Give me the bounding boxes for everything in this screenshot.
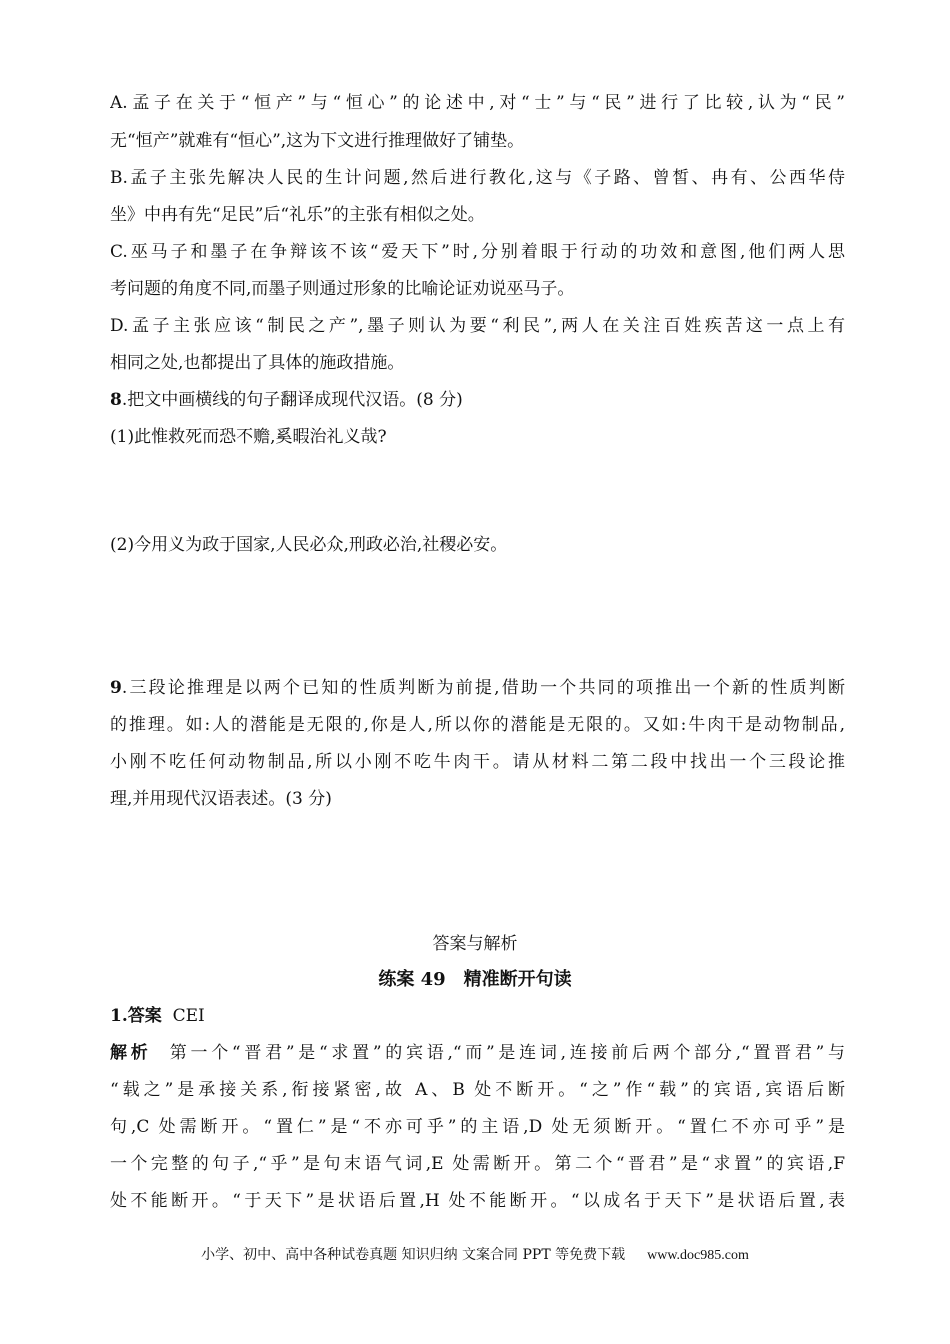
question-8-sub-2: (2)今用义为政于国家,人民必众,刑政必治,社稷必安。	[110, 535, 508, 555]
option-b-line-1: B.孟子主张先解决人民的生计问题,然后进行教化,这与《子路、曾皙、冉有、公西华侍	[110, 168, 845, 188]
question-8-number: 8	[110, 390, 122, 410]
question-9-number: 9	[110, 678, 122, 698]
answer-1-value: CEI	[172, 1006, 205, 1026]
option-b-line-2: 坐》中冉有先“足民”后“礼乐”的主张有相似之处。	[110, 205, 485, 225]
option-d-line-2: 相同之处,也都提出了具体的施政措施。	[110, 353, 405, 373]
question-8	[110, 388, 845, 412]
answer-1-label: .答案	[121, 1006, 162, 1026]
question-9-line-4: 理,并用现代汉语表述。(3 分)	[110, 789, 332, 809]
option-c-line-2: 考问题的角度不同,而墨子则通过形象的比喻论证劝说巫马子。	[110, 279, 575, 299]
question-9-line-1	[110, 676, 845, 700]
option-c-line-1: C.巫马子和墨子在争辩该不该“爱天下”时,分别着眼于行动的功效和意图,他们两人思	[110, 242, 845, 262]
option-a-line-1: A.孟子在关于“恒产”与“恒心”的论述中,对“士”与“民”进行了比较,认为“民”	[110, 93, 845, 113]
option-a-line-2: 无“恒产”就难有“恒心”,这为下文进行推理做好了铺垫。	[110, 131, 525, 151]
analysis-label: 解析	[110, 1043, 152, 1063]
question-9-line-3: 小刚不吃任何动物制品,所以小刚不吃牛肉干。请从材料二第二段中找出一个三段论推	[110, 752, 845, 772]
analysis-line-5: 处不能断开。“于天下”是状语后置,H 处不能断开。“以成名于天下”是状语后置,表	[110, 1191, 845, 1211]
footer-url[interactable]: www.doc985.com	[647, 1248, 749, 1263]
answer-1-number: 1	[110, 1006, 122, 1026]
analysis-line-1	[110, 1041, 845, 1065]
answer-1	[110, 1004, 845, 1028]
question-9-text-1: .三段论推理是以两个已知的性质判断为前提,借助一个共同的项推出一个新的性质判断	[121, 678, 845, 698]
page-footer	[0, 1245, 950, 1266]
question-9-line-2: 的推理。如:人的潜能是无限的,你是人,所以你的潜能是无限的。又如:牛肉干是动物制品,	[110, 715, 845, 735]
analysis-line-4: 一个完整的句子,“乎”是句末语气词,E 处需断开。第二个“晋君”是“求置”的宾语,F	[110, 1154, 845, 1174]
question-8-text: .把文中画横线的句子翻译成现代汉语。(8 分)	[121, 390, 463, 410]
answers-section-title: 答案与解析	[432, 934, 518, 954]
analysis-text-1: 第一个“晋君”是“求置”的宾语,“而”是连词,连接前后两个部分,“置晋君”与	[169, 1043, 845, 1063]
option-d-line-1: D.孟子主张应该“制民之产”,墨子则认为要“利民”,两人在关注百姓疾苦这一点上有	[110, 316, 845, 336]
analysis-line-2: “载之”是承接关系,衔接紧密,故 A、B 处不断开。“之”作“载”的宾语,宾语后断	[110, 1080, 845, 1100]
analysis-line-3: 句,C 处需断开。“置仁”是“不亦可乎”的主语,D 处无须断开。“置仁不亦可乎”是	[110, 1117, 845, 1137]
question-8-sub-1: (1)此惟救死而恐不赡,奚暇治礼义哉?	[110, 427, 387, 447]
footer-text: 小学、初中、高中各种试卷真题 知识归纳 文案合同 PPT 等免费下载	[201, 1247, 626, 1263]
answers-heading: 练案 49 精准断开句读	[378, 969, 572, 990]
